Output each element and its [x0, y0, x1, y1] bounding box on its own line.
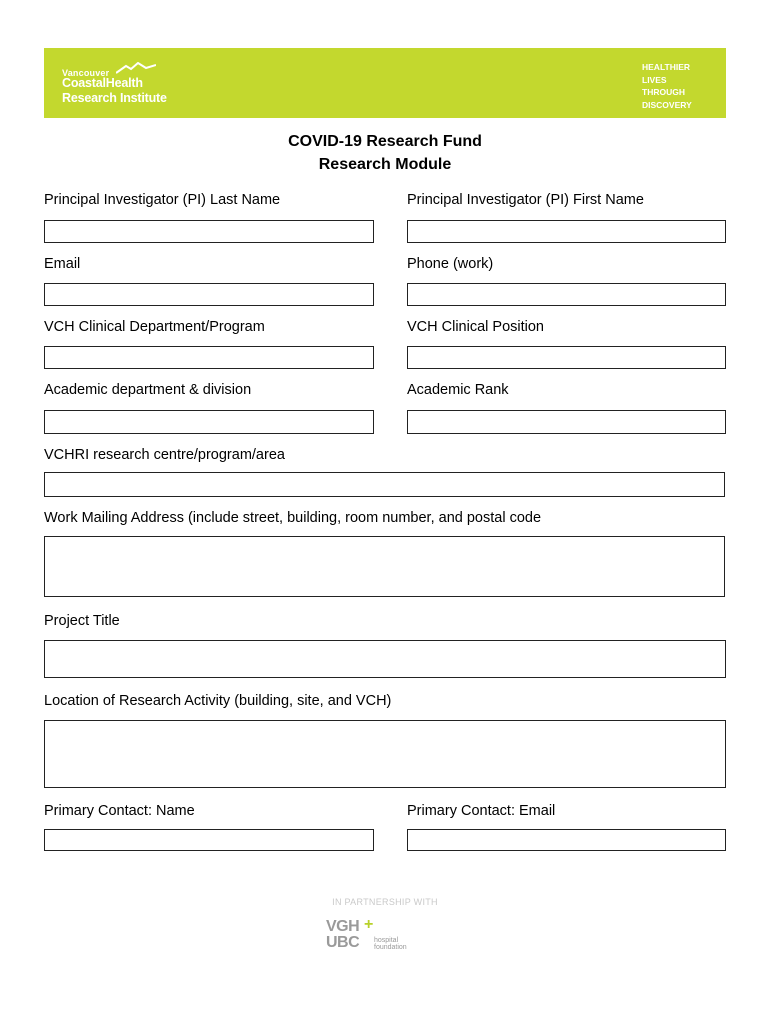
research-centre-field[interactable] [44, 472, 725, 497]
clinical-department-field[interactable] [44, 346, 374, 369]
project-title-label: Project Title [44, 613, 120, 629]
plus-icon: + [364, 916, 374, 933]
research-location-field[interactable] [44, 720, 726, 788]
clinical-position-label: VCH Clinical Position [407, 319, 544, 335]
tagline-line: THROUGH [642, 87, 685, 97]
logo-line-3: Research Institute [62, 91, 167, 105]
academic-department-field[interactable] [44, 410, 374, 434]
clinical-department-label: VCH Clinical Department/Program [44, 319, 265, 335]
logo-ubc: UBC [326, 934, 360, 951]
vgh-ubc-foundation-logo [326, 918, 416, 954]
pi-last-name-field[interactable] [44, 220, 374, 243]
research-location-label: Location of Research Activity (building, site, and VCH) [44, 693, 392, 709]
partnership-caption: IN PARTNERSHIP WITH [332, 897, 438, 907]
academic-rank-label: Academic Rank [407, 382, 509, 398]
vchri-logo [62, 60, 192, 110]
email-label: Email [44, 256, 81, 272]
tagline-line: DISCOVERY [642, 99, 692, 110]
logo-line-2: CoastalHealth [62, 76, 143, 90]
pi-first-name-field[interactable] [407, 220, 726, 243]
contact-name-field[interactable] [44, 829, 374, 851]
academic-department-label: Academic department & division [44, 382, 252, 398]
pi-last-name-label: Principal Investigator (PI) Last Name [44, 192, 281, 208]
contact-email-field[interactable] [407, 829, 726, 851]
logo-subtext-line: foundation [374, 944, 407, 951]
email-field[interactable] [44, 283, 374, 306]
research-centre-label: VCHRI research centre/program/area [44, 447, 285, 463]
logo-subtext-line: hospital [374, 937, 399, 944]
form-subtitle: Research Module [318, 156, 452, 173]
mailing-address-label: Work Mailing Address (include street, building, room number, and postal code [44, 510, 542, 526]
clinical-position-field[interactable] [407, 346, 726, 369]
form-title: COVID-19 Research Fund [288, 133, 482, 150]
tagline-line: LIVES [642, 74, 667, 85]
tagline-line: HEALTHIER [642, 62, 691, 72]
phone-field[interactable] [407, 283, 726, 306]
logo-line-1: Vancouver [62, 68, 110, 78]
mountain-icon [116, 62, 156, 74]
contact-name-label: Primary Contact: Name [44, 803, 195, 819]
contact-email-label: Primary Contact: Email [407, 803, 556, 819]
tagline [642, 61, 692, 111]
academic-rank-field[interactable] [407, 410, 726, 434]
logo-vgh: VGH [326, 918, 360, 935]
project-title-field[interactable] [44, 640, 726, 678]
logo-subtext [374, 937, 407, 951]
pi-first-name-label: Principal Investigator (PI) First Name [407, 192, 644, 208]
phone-label: Phone (work) [407, 256, 494, 272]
mailing-address-field[interactable] [44, 536, 725, 597]
header-banner [44, 48, 726, 118]
